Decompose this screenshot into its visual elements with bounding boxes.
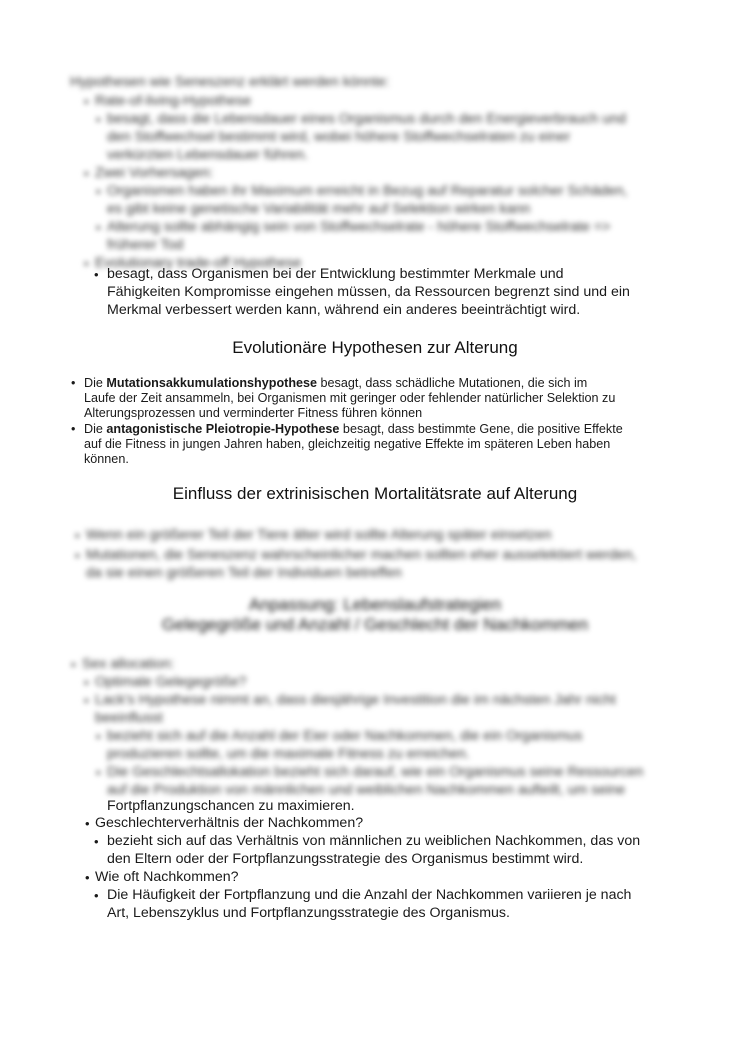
blurred-middle-line: Mutationen, die Seneszenz wahrscheinlicher machen sollten eher ausselektiert werden,	[86, 547, 637, 563]
term-antagonistic-pleiotropy: antagonistische Pleiotropie-Hypothese	[106, 422, 340, 436]
mutation-accumulation-line-1: Die Mutationsakkumulationshypothese besagt, dass schädliche Mutationen, die sich im	[84, 376, 588, 390]
pleiotropy-line-2: auf die Fitness in jungen Jahren haben, gleichzeitig negative Effekte im späteren Leben haben	[84, 437, 611, 451]
bullet: •	[85, 870, 90, 885]
bullet: •	[96, 220, 101, 235]
bullet: •	[71, 422, 76, 436]
blurred-bottom-line: Lack's Hypothese nimmt an, dass diesjährige Investition die im nächsten Jahr nicht	[95, 692, 616, 708]
blurred-heading-clutch-size: Gelegegröße und Anzahl / Geschlecht der Nachkommen	[161, 615, 589, 634]
blurred-bottom-line: Optimale Gelegegröße?	[95, 674, 247, 690]
sex-ratio-line-2: den Eltern oder der Fortpflanzungsstrategie des Organismus bestimmt wird.	[107, 851, 584, 867]
bullet: •	[71, 657, 76, 672]
bullet: •	[96, 184, 101, 199]
bullet: •	[94, 834, 99, 849]
bullet: •	[96, 729, 101, 744]
section-heading-extrinsic-mortality: Einfluss der extrinisischen Mortalitätsrate auf Alterung	[172, 484, 578, 503]
pleiotropy-line-1: Die antagonistische Pleiotropie-Hypothese besagt, dass bestimmte Gene, die positive Effekte	[84, 422, 623, 436]
bullet: •	[84, 166, 89, 181]
bullet: •	[85, 816, 90, 831]
bullet: •	[84, 94, 89, 109]
blurred-top-line: früherer Tod	[107, 237, 184, 253]
blurred-heading-life-history: Anpassung: Lebenslaufstrategien	[248, 595, 502, 614]
blurred-bottom-line: Die Geschlechtsallokation bezieht sich darauf, wie ein Organismus seine Ressourcen	[107, 764, 644, 780]
blurred-middle-line: da sie einen größeren Teil der Individuen betreffen	[86, 565, 402, 581]
blurred-bottom-line: produzieren sollte, um die maximale Fitness zu erreichen.	[107, 746, 470, 762]
question-sex-ratio: Geschlechterverhältnis der Nachkommen?	[95, 815, 364, 831]
bullet: •	[84, 256, 89, 271]
blurred-top-line: den Stoffwechsel bestimmt wird, wobei höhere Stoffwechselraten zu einer	[107, 129, 571, 145]
bullet: •	[96, 765, 101, 780]
blurred-top-line: besagt, dass die Lebensdauer eines Organismus durch den Energieverbrauch und	[107, 111, 626, 127]
frequency-line-1: Die Häufigkeit der Fortpflanzung und die Anzahl der Nachkommen variieren je nach	[107, 887, 632, 903]
tradeoff-line-1: besagt, dass Organismen bei der Entwicklung bestimmter Merkmale und	[107, 266, 564, 282]
blurred-top-line: Rate-of-living-Hypothese	[95, 93, 252, 109]
bullet: •	[96, 112, 101, 127]
blurred-top-line: Evolutionary trade-off Hypothese	[95, 255, 302, 271]
blurred-bottom-line: auf die Produktion von männlichen und weiblichen Nachkommen aufteilt, um seine	[107, 782, 626, 798]
bullet: •	[84, 693, 89, 708]
blurred-bottom-line: bezieht sich auf die Anzahl der Eier oder Nachkommen, die ein Organismus	[107, 728, 583, 744]
bullet: •	[75, 548, 80, 563]
section-heading-evolutionary-hypotheses: Evolutionäre Hypothesen zur Alterung	[232, 338, 518, 357]
blurred-top-line: verkürzten Lebensdauer führen.	[107, 147, 309, 163]
blurred-top-line: Zwei Vorhersagen:	[95, 165, 214, 181]
mutation-accumulation-line-3: Alterungsprozessen und verminderter Fitness führen können	[84, 406, 423, 420]
frequency-line-2: Art, Lebenszyklus und Fortpflanzungsstrategie des Organismus.	[107, 905, 510, 921]
blurred-top-line: Alterung sollte abhängig sein von Stoffwechselrate - höhere Stoffwechselrate =>	[107, 219, 611, 235]
bullet: •	[75, 528, 80, 543]
blurred-bottom-line: Sex allocation:	[82, 656, 175, 672]
blurred-middle-line: Wenn ein größerer Teil der Tiere älter wird sollte Alterung später einsetzen	[86, 527, 552, 543]
allocation-line-end: Fortpflanzungschancen zu maximieren.	[107, 798, 355, 814]
bullet: •	[71, 376, 76, 390]
tradeoff-line-3: Merkmal verbessert werden kann, während ein anderes beeinträchtigt wird.	[107, 302, 581, 318]
bullet: •	[94, 267, 99, 282]
pleiotropy-line-3: können.	[84, 452, 129, 466]
sex-ratio-line-1: bezieht sich auf das Verhältnis von männlichen zu weiblichen Nachkommen, das von	[107, 833, 641, 849]
question-frequency: Wie oft Nachkommen?	[95, 869, 239, 885]
blurred-bottom-line: beeinflusst	[95, 710, 163, 726]
bullet: •	[84, 675, 89, 690]
mutation-accumulation-line-2: Laufe der Zeit ansammeln, bei Organismen mit geringer oder fehlender natürlicher Selektion zu	[84, 391, 616, 405]
tradeoff-line-2: Fähigkeiten Kompromisse eingehen müssen, da Ressourcen begrenzt sind und ein	[107, 284, 630, 300]
blurred-top-line: Organismen haben ihr Maximum erreicht in Bezug auf Reparatur solcher Schäden,	[107, 183, 628, 199]
bullet: •	[94, 888, 99, 903]
blurred-top-line: Hypothesen wie Seneszenz erklärt werden könnte:	[70, 74, 390, 90]
blurred-top-line: es gibt keine genetische Variabilität mehr auf Selektion wirken kann	[107, 201, 531, 217]
term-mutation-accumulation: Mutationsakkumulationshypothese	[106, 376, 318, 390]
